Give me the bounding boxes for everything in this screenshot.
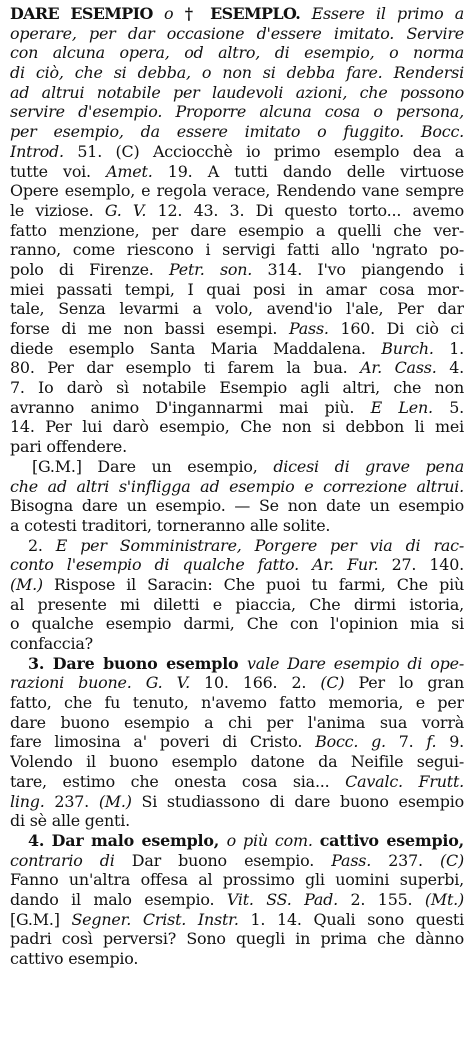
text-line xyxy=(10,811,464,831)
text-run: (Mt.) xyxy=(424,889,464,909)
text-line xyxy=(10,595,464,615)
text-line xyxy=(10,339,464,359)
text-line xyxy=(10,477,464,497)
text-run: 4. xyxy=(449,358,464,378)
text-run: 14. Per lui darò esempio, Che non si debbon li mei xyxy=(10,417,464,437)
text-line xyxy=(10,319,464,339)
text-run: fatto menzione, per dare esempio a quelli che ver- xyxy=(10,220,464,240)
text-line xyxy=(10,536,464,556)
text-line xyxy=(10,398,464,418)
text-run: [G.M.] xyxy=(10,909,72,929)
text-line xyxy=(10,142,464,162)
text-line xyxy=(10,693,464,713)
text-run: con alcuna opera, od altro, di esempio, o norma xyxy=(10,43,464,63)
text-line xyxy=(10,634,464,654)
text-run: Introd. xyxy=(10,141,78,161)
text-run: Cavalc. Frutt. xyxy=(345,771,464,791)
text-run: 2. xyxy=(28,535,56,555)
text-run: ling. xyxy=(10,791,55,811)
text-run: avranno animo D'ingannarmi mai più. xyxy=(10,397,371,417)
text-run: vale Dare esempio di ope- xyxy=(247,653,464,673)
text-line xyxy=(10,63,464,83)
text-line xyxy=(10,358,464,378)
text-run: Ar. Cass. xyxy=(360,358,450,378)
text-line xyxy=(10,673,464,693)
text-run: le viziose. xyxy=(10,200,105,220)
text-line xyxy=(10,614,464,634)
text-run: tutte voi. xyxy=(10,161,107,181)
text-run: E per Somministrare, Porgere per via di rac- xyxy=(55,535,464,555)
text-line xyxy=(10,240,464,260)
text-line xyxy=(10,201,464,221)
text-line xyxy=(10,437,464,457)
text-line xyxy=(10,417,464,437)
text-run: contrario di xyxy=(10,850,132,870)
text-line xyxy=(10,890,464,910)
text-run: cattivo esempio, xyxy=(319,830,464,850)
text-run: per esempio, da essere imitato o fuggito. Bocc. xyxy=(10,122,464,142)
text-run: polo di Firenze. xyxy=(10,259,169,279)
text-run: (M.) xyxy=(98,791,142,811)
text-run: razioni buone. G. V. xyxy=(10,673,205,693)
text-run: Pass. xyxy=(331,850,389,870)
text-run: tale, Senza levarmi a volo, avend'io l'ale, Per dar xyxy=(10,299,464,319)
text-run: tare, estimo che onesta cosa sia... xyxy=(10,771,346,791)
text-line xyxy=(10,457,464,477)
text-run: Opere esemplo, e regola verace, Rendendo vane sempre xyxy=(10,181,464,201)
text-line xyxy=(10,516,464,536)
text-run: dando il malo esempio. xyxy=(10,889,227,909)
text-run: (C) xyxy=(440,850,464,870)
text-run: Pass. xyxy=(288,319,341,338)
text-run: o più com. xyxy=(226,830,320,850)
text-line xyxy=(10,949,464,969)
text-run: fatto, che fu tenuto, n'avemo fatto memoria, e per xyxy=(10,693,464,713)
text-line xyxy=(10,929,464,949)
text-line xyxy=(10,772,464,792)
text-run: 4. Dar malo esemplo, xyxy=(28,830,227,850)
text-line xyxy=(10,654,464,674)
text-run: confaccia? xyxy=(10,634,93,653)
text-run: diede esemplo Santa Maria Maddalena. xyxy=(10,338,382,358)
text-run: 7. xyxy=(398,732,427,752)
text-run: Amet. xyxy=(106,161,168,181)
text-run: 2. 155. xyxy=(350,889,425,909)
text-run: a cotesti traditori, torneranno alle solite. xyxy=(10,515,331,535)
text-line xyxy=(10,496,464,516)
text-run: 19. A tutti dando delle virtuose xyxy=(167,161,464,181)
text-run: 314. I'vo piangendo i xyxy=(267,259,464,279)
text-line xyxy=(10,870,464,890)
text-run: o xyxy=(164,4,185,23)
text-run: DARE ESEMPIO xyxy=(10,4,165,23)
text-run: Per lo gran xyxy=(358,673,464,693)
text-run: (M.) xyxy=(10,574,55,594)
text-run: Petr. son. xyxy=(168,259,268,279)
text-run: o qualche esempio darmi, Che con l'opinion mia si xyxy=(10,614,464,634)
text-run: 7. Io darò sì notabile Esempio agli altri, che non xyxy=(10,378,464,398)
text-run: Essere il primo a xyxy=(311,4,464,23)
text-run: (C) xyxy=(320,673,359,693)
text-run: G. V. xyxy=(104,200,158,220)
text-run: 12. 43. 3. Di questo torto... avemo xyxy=(157,200,464,220)
text-line xyxy=(10,851,464,871)
text-run: 1. 14. Quali sono questi xyxy=(250,909,464,929)
text-run: dicesi di grave pena xyxy=(273,456,464,476)
text-run: Fanno un'altra offesa al prossimo gli uomini superbi, xyxy=(10,870,464,890)
text-run: Bocc. g. xyxy=(315,732,399,752)
text-run: Segner. Crist. Instr. xyxy=(71,909,251,929)
text-line xyxy=(10,24,464,44)
text-run: che ad altri s'infligga ad esempio e correzione altrui. xyxy=(10,476,464,496)
text-line xyxy=(10,378,464,398)
text-line xyxy=(10,280,464,300)
text-run: Dar buono esempio. xyxy=(131,850,332,870)
text-line xyxy=(10,831,464,851)
text-run: ranno, come riescono i servigi fatti allo 'ngrato po- xyxy=(10,240,464,260)
text-run: E Len. xyxy=(370,397,450,417)
text-run: operare, per dar occasione d'essere imitato. Servire xyxy=(10,23,464,43)
text-run: miei passati tempi, I quai posi in amar cosa mor- xyxy=(10,279,464,299)
text-line xyxy=(10,102,464,122)
text-run: di ciò, che si debba, o non si debba fare. Rendersi xyxy=(10,63,464,83)
text-run: 237. xyxy=(54,791,99,811)
text-run: forse di me non bassi esempi. xyxy=(10,319,289,338)
text-line xyxy=(10,162,464,182)
text-line xyxy=(10,260,464,280)
text-run: 160. Di ciò ci xyxy=(340,319,464,338)
text-line xyxy=(10,575,464,595)
text-line xyxy=(10,181,464,201)
text-run: 80. Per dar esemplo ti farem la bua. xyxy=(10,358,361,378)
text-line xyxy=(10,43,464,63)
text-run: 27. 140. xyxy=(391,555,464,575)
text-run: Rispose il Saracin: Che puoi tu farmi, Che più xyxy=(54,574,464,594)
text-line xyxy=(10,4,464,24)
text-run: Vit. SS. Pad. xyxy=(226,889,351,909)
text-line xyxy=(10,83,464,103)
text-run: † ESEMPLO. xyxy=(184,4,312,23)
text-run: f. xyxy=(426,732,450,752)
text-run: servire d'esempio. Proporre alcuna cosa o persona, xyxy=(10,102,464,122)
text-run: [G.M.] Dare un esempio, xyxy=(32,456,274,476)
text-run: cattivo esempio. xyxy=(10,949,139,968)
text-line xyxy=(10,713,464,733)
text-run: 51. (C) Acciocchè io primo esemplo dea a xyxy=(77,141,464,161)
text-line xyxy=(10,910,464,930)
text-line xyxy=(10,752,464,772)
text-run: 3. Dare buono esemplo xyxy=(28,653,248,673)
text-run: 237. xyxy=(388,850,441,870)
text-run: 1. xyxy=(449,338,464,358)
text-run: Burch. xyxy=(381,338,450,358)
text-run: Bisogna dare un esempio. — Se non date un esempio xyxy=(10,496,464,516)
text-run: Volendo il buono esemplo datone da Neifile segui- xyxy=(10,752,464,772)
text-run: ad altrui notabile per laudevoli azioni, che possono xyxy=(10,82,464,102)
text-run: pari offendere. xyxy=(10,437,127,457)
text-run: di sè alle genti. xyxy=(10,811,130,831)
text-line xyxy=(10,555,464,575)
text-run: fare limosina a' poveri di Cristo. xyxy=(10,732,316,752)
text-run: 5. xyxy=(449,397,464,417)
text-run: dare buono esempio a chi per l'anima sua vorrà xyxy=(10,712,464,732)
text-line xyxy=(10,299,464,319)
text-line xyxy=(10,221,464,241)
text-run: 10. 166. 2. xyxy=(204,673,321,693)
text-run: Si studiassono di dare buono esempio xyxy=(141,791,464,811)
text-run: al presente mi diletti e piaccia, Che dirmi istoria, xyxy=(10,594,464,614)
text-run: 9. xyxy=(449,732,464,752)
text-run: padri così perversi? Sono quegli in prima che dànno xyxy=(10,929,464,949)
text-run: conto l'esempio di qualche fatto. Ar. Fur. xyxy=(10,555,392,575)
text-line xyxy=(10,792,464,812)
text-line xyxy=(10,732,464,752)
text-line xyxy=(10,122,464,142)
